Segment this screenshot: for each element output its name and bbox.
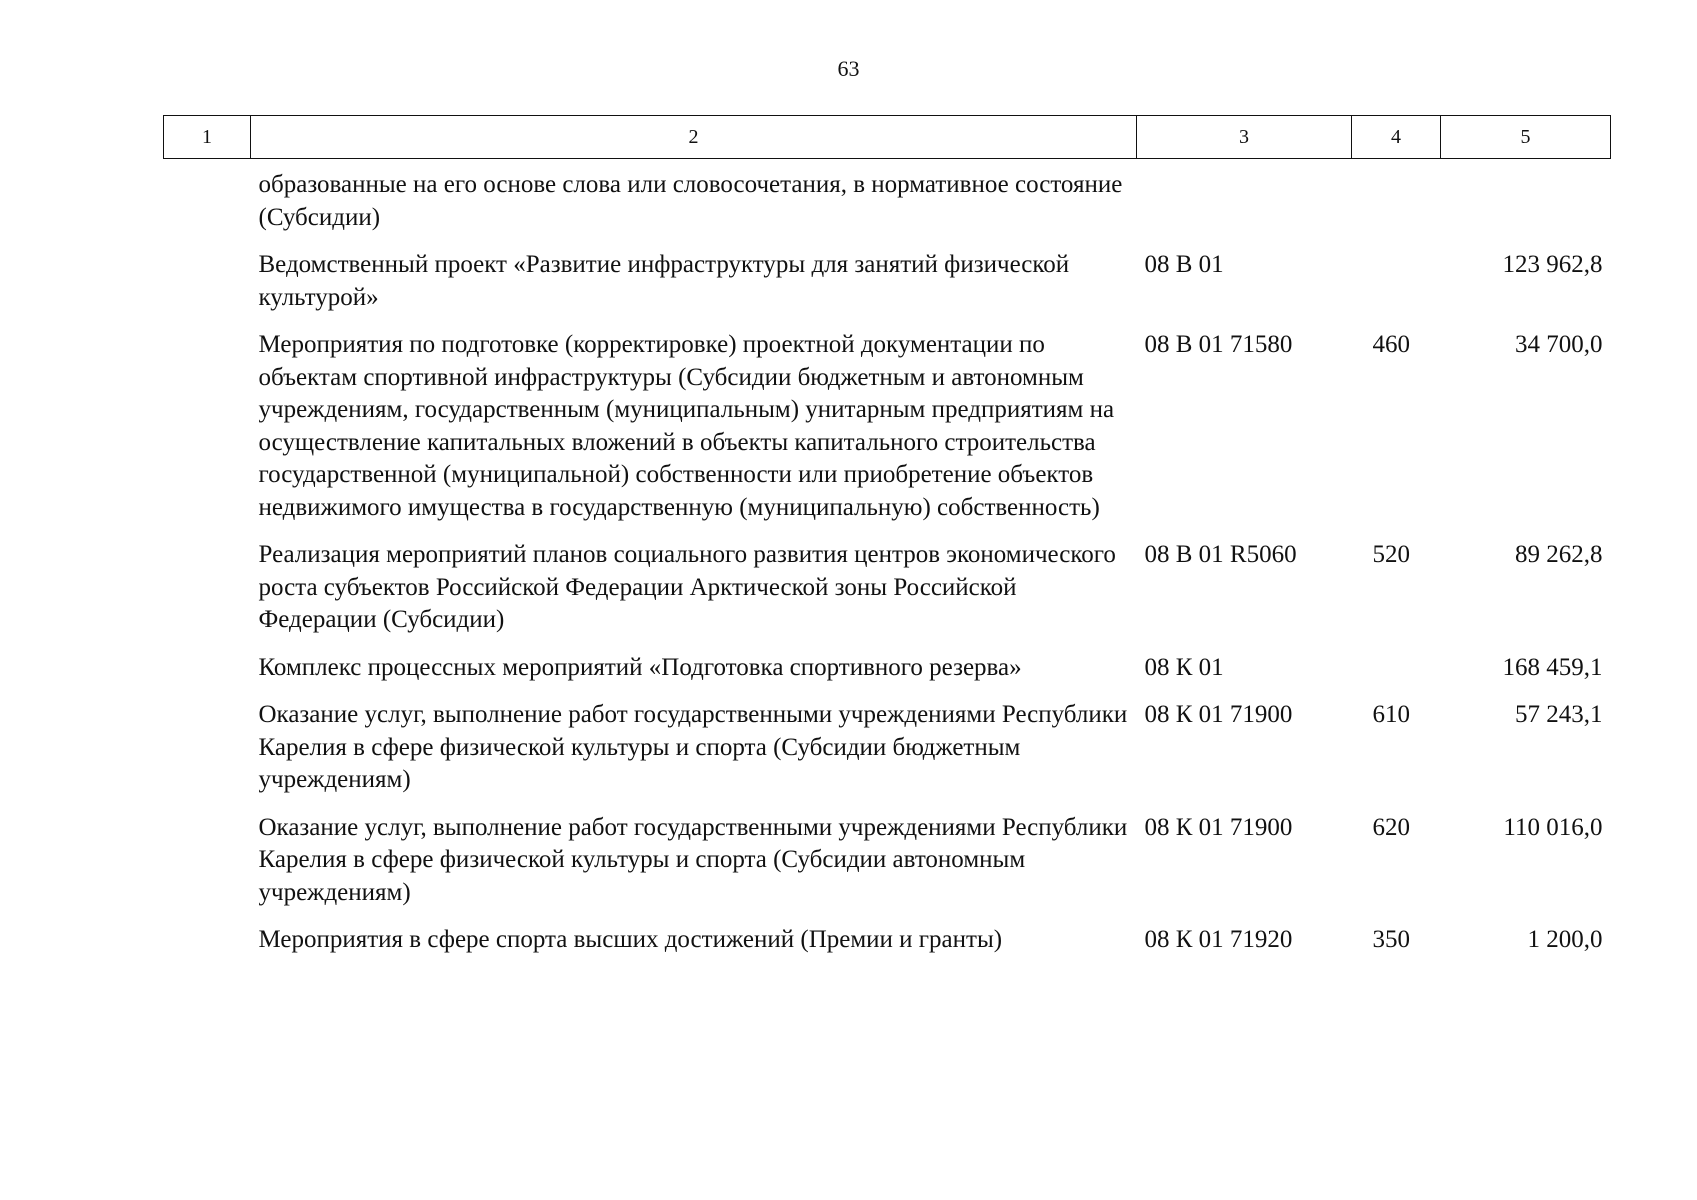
row-number <box>164 329 251 539</box>
row-description: Мероприятия в сфере спорта высших достижений (Премии и гранты) <box>258 926 1003 953</box>
header-col-5: 5 <box>1441 116 1611 159</box>
row-number <box>164 159 251 250</box>
table-row <box>164 652 1611 700</box>
table-row <box>164 249 1611 329</box>
row-description: Мероприятия по подготовке (корректировке) проектной документации по объектам спортивной инфраструктуры (Субсидии бюджетным и автономным учреждениям, государственным (муниципальным) унитарным предприятиям на осуществление капитальных вложений в объекты капитального строительства государственной (муниципальной) собственности или приобретение объектов недвижимого имущества в государственную (муниципальную) собственность) <box>258 331 1115 521</box>
row-amount: 57 243,1 <box>1515 701 1603 728</box>
header-col-4: 4 <box>1352 116 1441 159</box>
table-header-row <box>164 116 1611 159</box>
table-row <box>164 812 1611 925</box>
row-amount: 123 962,8 <box>1502 251 1603 278</box>
row-classification-code: 08 К 01 71900 <box>1144 813 1293 841</box>
table-row <box>164 924 1611 972</box>
row-description: образованные на его основе слова или словосочетания, в нормативное состояние (Субсидии) <box>258 171 1123 231</box>
table-row <box>164 159 1611 250</box>
row-expense-type: 520 <box>1372 541 1410 568</box>
row-number <box>164 812 251 925</box>
row-number <box>164 539 251 652</box>
row-amount: 110 016,0 <box>1503 813 1603 841</box>
table-row <box>164 539 1611 652</box>
row-expense-type: 350 <box>1372 926 1410 953</box>
row-amount: 89 262,8 <box>1515 541 1603 568</box>
row-classification-code: 08 К 01 71920 <box>1144 926 1293 953</box>
row-description: Оказание услуг, выполнение работ государственными учреждениями Республики Карелия в сфере физической культуры и спорта (Субсидии бюджетным учреждениям) <box>258 701 1128 793</box>
row-amount: 34 700,0 <box>1515 331 1603 358</box>
budget-table <box>163 115 1611 972</box>
row-classification-code: 08 В 01 71580 <box>1144 331 1293 358</box>
row-description: Реализация мероприятий планов социального развития центров экономического роста субъектов Российской Федерации Арктической зоны Российской Федерации (Субсидии) <box>258 541 1116 633</box>
row-number <box>164 699 251 812</box>
row-expense-type <box>1352 652 1441 700</box>
row-expense-type: 610 <box>1372 701 1410 728</box>
page-number: 63 <box>837 56 860 81</box>
table-body <box>164 159 1611 972</box>
row-expense-type: 620 <box>1372 813 1410 841</box>
row-expense-type: 460 <box>1372 331 1410 358</box>
row-description: Ведомственный проект «Развитие инфраструктуры для занятий физической культурой» <box>258 251 1070 311</box>
row-classification-code: 08 В 01 <box>1144 251 1224 278</box>
row-amount <box>1441 159 1611 250</box>
row-classification-code: 08 К 01 <box>1144 653 1224 681</box>
row-number <box>164 652 251 700</box>
table-row <box>164 329 1611 539</box>
row-amount: 168 459,1 <box>1502 653 1603 681</box>
row-expense-type <box>1352 159 1441 250</box>
row-number <box>164 249 251 329</box>
row-number <box>164 924 251 972</box>
header-col-2: 2 <box>251 116 1137 159</box>
row-description: Комплекс процессных мероприятий «Подготовка спортивного резерва» <box>258 653 1022 681</box>
row-amount: 1 200,0 <box>1527 926 1603 953</box>
row-classification-code: 08 К 01 71900 <box>1144 701 1293 728</box>
row-classification-code: 08 В 01 R5060 <box>1144 541 1297 568</box>
row-classification-code <box>1137 159 1352 250</box>
header-col-1: 1 <box>164 116 251 159</box>
table-row <box>164 699 1611 812</box>
row-expense-type <box>1352 249 1441 329</box>
header-col-3: 3 <box>1137 116 1352 159</box>
row-description: Оказание услуг, выполнение работ государственными учреждениями Республики Карелия в сфере физической культуры и спорта (Субсидии автономным учреждениям) <box>258 813 1128 906</box>
